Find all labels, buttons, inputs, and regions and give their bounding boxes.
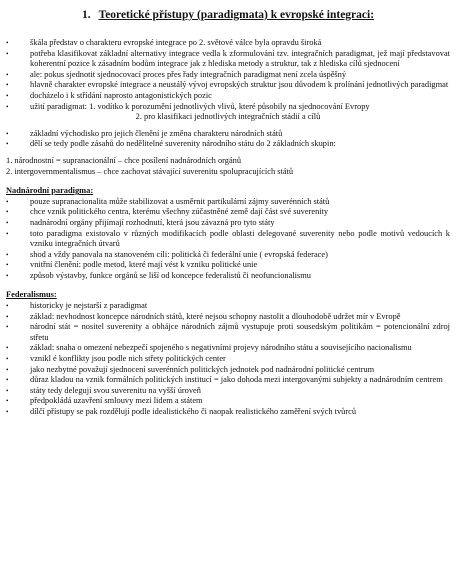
title-number: 1.: [81, 9, 91, 21]
group-item: 2. intergovernmentalismus – chce zachovat stávající suverenitu spolupracujících států: [6, 166, 294, 176]
list-item: • toto paradigma existovalo v různých modifikacích podle oblasti delegované suverenity nebo podle motivů vedoucích k vzniku integračních útvarů: [6, 229, 450, 250]
list-item: • pouze supranacionalita může stabilizovat a usměrnit partikulární zájmy suverénních států: [6, 197, 450, 208]
list-item: • potřeba klasifikovat základní alternativy integrace vedla k zformulování tzv. integračních paradigmat, jež mají představovat koherentní pozice k zásadním bodům integrace jak z hlediska metody a struktur, tak z hlediska cílů sjednocení: [6, 49, 450, 70]
list-item: • předpokládá uzavření smlouvy mezi lidem a státem: [6, 396, 450, 407]
list-item: • dílčí přístupy se pak rozdělují podle idealistického či naopak realistického zaměření svých tvůrců: [6, 407, 450, 418]
list-item: • vznikl é konflikty jsou podle nich střety politických center: [6, 354, 450, 365]
list-item: • nadnárodní orgány přijímají rozhodnutí, která jsou závazná pro tyto státy: [6, 218, 450, 229]
section-heading-supranational: Nadnárodní paradigma:: [6, 186, 94, 196]
list-item: • hlavně charakter evropské integrace a neustálý vývoj evropských struktur jsou důvodem k prolínání jednotlivých paradigmat: [6, 80, 450, 91]
list-item: • škála představ o charakteru evropské integrace po 2. světové válce byla opravdu široká: [6, 38, 450, 49]
intro-list: [6, 38, 450, 112]
groups-list: [6, 156, 450, 177]
federalism-list: [6, 301, 450, 418]
list-item: • chce vznik politického centra, kterému všechny zúčastněné země dají část své suverenity: [6, 207, 450, 218]
list-item: • národní stát = nositel suverenity a obhájce národních zájmů vystupuje proti sousedským politikám = potencionální zdroj střetu: [6, 322, 450, 343]
list-item: • základ: snaha o omezení nebezpečí spojeného s negativními projevy národního státu a souvisejícího nacionalismu: [6, 343, 450, 354]
list-item: • státy tedy delegují svou suverenitu na vyšší úroveň: [6, 386, 450, 397]
title-text: Teoretické přístupy (paradigmata) k evropské integraci:: [98, 9, 375, 21]
list-item: • jako nezbytné považují sjednocení suverénních politických jednotek pod nadnárodní politické centrum: [6, 365, 450, 376]
list-item: • ale: pokus sjednotit sjednocovací proces přes řady integračních paradigmat není zcela úspěšný: [6, 70, 450, 81]
supranational-list: [6, 197, 450, 282]
list-item: • docházelo i k střídání naprosto antagonistických pozic: [6, 91, 450, 102]
list-item: • shod a vždy panovala na stanoveném cíli: politická či federální unie ( evropská federace): [6, 250, 450, 261]
list-item: • důraz kladou na vznik formálních politických institucí = jako dohoda mezi intergovanými subjekty a nadnárodním centrem: [6, 375, 450, 386]
list-item: • základní východisko pro jejich členění je změna charakteru národních států: [6, 129, 450, 140]
list-item: • užití paradigmat: 1. vodítko k porozumění jednotlivých vlivů, které působily na sjednocování Evropy: [6, 102, 450, 113]
list-item: • historicky je nejstarší z paradigmat: [6, 301, 450, 312]
list-item: • základ: nevhodnost koncepce národních států, které nejsou schopny nastolit a dlouhodobě udržet mír v Evropě: [6, 312, 450, 323]
section-heading-federalism: Federalismus:: [6, 290, 57, 300]
group-item: 1. národnostní = supranacionální – chce posílení nadnárodních orgánů: [6, 155, 242, 165]
page-title: [6, 8, 450, 22]
list-item: • dělí se tedy podle zásahů do nedělitelné suverenity národního státu do 2 základních skupin:: [6, 139, 450, 150]
list-item: • vnitřní členění: podle metod, které mají vést k vzniku politické unie: [6, 260, 450, 271]
list-item: • způsob výstavby, funkce orgánů se liší od koncepce federalistů či neofuncionalismu: [6, 271, 450, 282]
basis-list: [6, 129, 450, 150]
usage-continuation: 2. pro klasifikaci jednotlivých integračních stádií a cílů: [135, 112, 321, 122]
